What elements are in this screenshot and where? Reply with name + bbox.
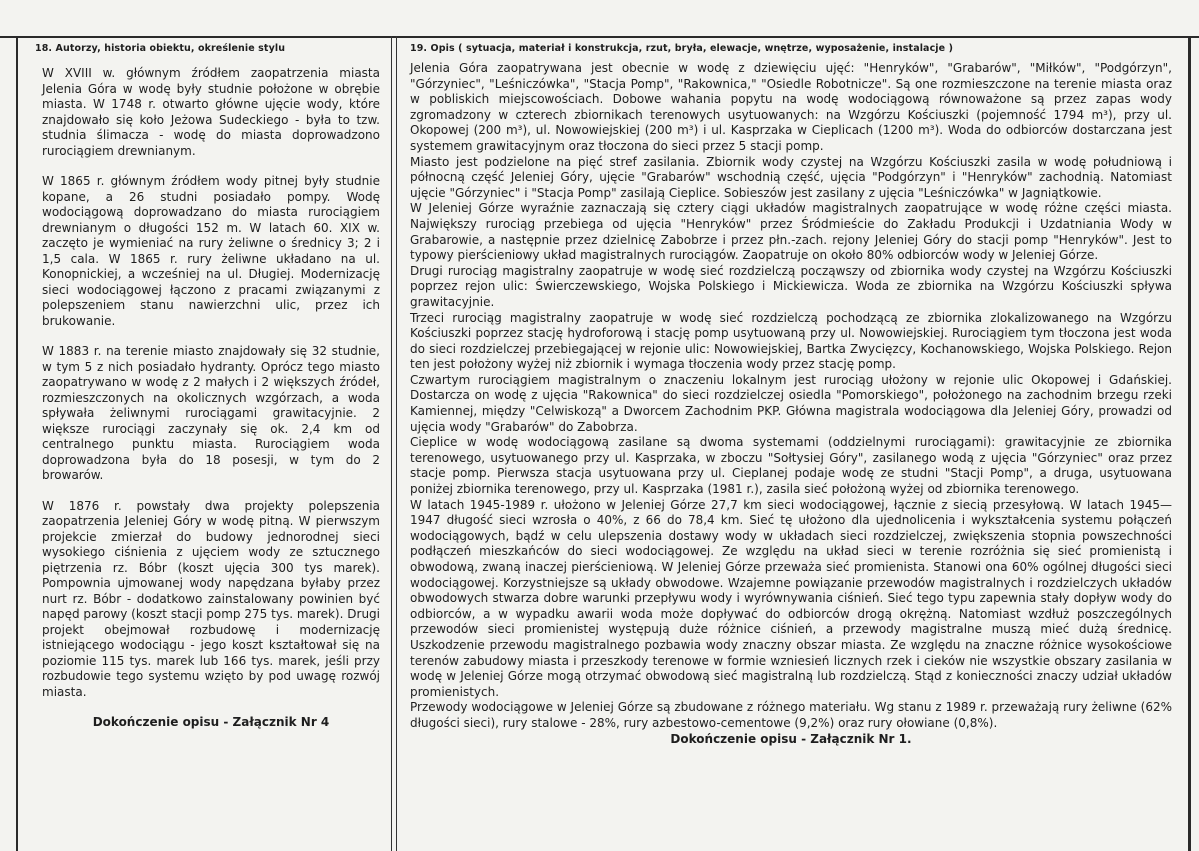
description-paragraph: Jelenia Góra zaopatrywana jest obecnie w wodę z dziewięciu ujęć: "Henryków", "Grabarów", "Miłków", "Podgórzyn", "Górzyniec", "Leśniczówka", "Stacja Pomp", "Rakownica," "Osiedle Robotnicze". Są one rozmieszczone na terenie miasta oraz w pobliskich miejscowościach. Dobowe wahania popytu na wodę wodociągową równoważone są przez zapas wody zgromadzony w czterech zbiornikach terenowych usytuowanych: na Wzgórzu Kościuszki (pojemność 1794 m³), przy ul. Okopowej (200 m³), ul. Nowowiejskiej (200 m³) i ul. Kasprzaka w Cieplicach (1200 m³). Woda do odbiorców dostarczana jest systemem grawitacyjnym oraz tłoczona do sieci przez 5 stacji pomp. bbox=[410, 61, 1172, 153]
history-paragraph: W 1876 r. powstały dwa projekty polepszenia zaopatrzenia Jeleniej Góry w wodę pitną. W pierwszym projekcie zmierzał do budowy jednorodnej sieci wysokiego ciśnienia z ujęciem wody ze sztucznego piętrzenia rz. Bóbr (koszt ujęcia 300 tys marek). Pompownia ujmowanej wody napędzana byłaby przez nurt rz. Bóbr - dodatkowo zainstalowany powinien być napęd parowy (koszt stacji pomp 275 tys. marek). Drugi projekt obejmował rozbudowę i modernizację istniejącego wodociągu - jego koszt kształtował się na poziomie 115 tys. marek lub 166 tys. marek, jeśli przy rozbudowie tego systemu wzięto by pod uwagę rozwój miasta. bbox=[42, 498, 380, 699]
column-divider bbox=[391, 36, 392, 851]
column-divider-inner bbox=[396, 36, 397, 851]
history-paragraph: W 1865 r. głównym źródłem wody pitnej były studnie kopane, a 26 studni posiadało pompy. Wodę wodociągową doprowadzano do miasta rurociągiem drewnianym o długości 152 m. W latach 60. XIX w. zaczęto je wymieniać na rury żeliwne o średnicy 3; 2 i 1,5 cala. W 1865 r. rury żeliwne układano na ul. Konopnickiej, a wcześniej na ul. Długiej. Modernizację sieci wodociągowej łączono z pracami związanymi z polepszeniem stanu nawierzchni ulic, przez ich brukowanie. bbox=[42, 174, 380, 328]
description-paragraph: Cieplice w wodę wodociągową zasilane są dwoma systemami (oddzielnymi rurociągami): grawitacyjnie ze zbiornika terenowego, usytuowanego przy ul. Kasprzaka, w zboczu "Sołtysiej Góry", zasilanego wodą z ujęcia "Górzyniec" oraz przez stacje pomp. Pierwsza stacja usytuowana przy ul. Cieplanej podaje wodę ze studni "Stacji Pomp", a druga, usytuowana poniżej zbiornika terenowego, przy ul. Kasprzaka (1981 r.), zasila sieć położoną wyżej od zbiornika terenowego. bbox=[410, 435, 1172, 497]
description-paragraph: W Jeleniej Górze wyraźnie zaznaczają się cztery ciągi układów magistralnych zaopatrujące w wodę różne części miasta. Największy rurociąg przebiega od ujęcia "Henryków" przez Śródmieście do Zakładu Produkcji i Uzdatniania Wody w Grabarowie, a następnie przez dzielnicę Zabobrze i przez płn.-zach. rejony Jeleniej Góry do stacji pomp "Henryków". Jest to typowy pierścieniowy układ magistralnych rurociągów. Zaopatruje on około 80% odbiorców wody w Jeleniej Górze. bbox=[410, 201, 1172, 263]
description-paragraph: Drugi rurociąg magistralny zaopatruje w wodę sieć rozdzielczą począwszy od zbiornika wody czystej na Wzgórzu Kościuszki poprzez rejon ulic: Świerczewskiego, Wojska Polskiego i Mickiewicza. Woda ze zbiornika na Wzgórzu Kościuszki spływa grawitacyjnie. bbox=[410, 263, 1172, 309]
description-paragraph: Czwartym rurociągiem magistralnym o znaczeniu lokalnym jest rurociąg ułożony w rejonie ulic Okopowej i Gdańskiej. Dostarcza on wodę z ujęcia "Rakownica" do sieci rozdzielczej osiedla "Pomorskiego", położonego na zachodnim brzegu rzeki Kamiennej, między "Celwiskozą" a Dworcem Zachodnim PKP. Główna magistrala wodociągowa dla Jeleniej Góry, prowadzi od ujęcia wody "Grabarów" do Zabobrza. bbox=[410, 372, 1172, 434]
history-column bbox=[42, 66, 380, 731]
frame-top-line bbox=[0, 36, 1199, 38]
section-18-heading: 18. Autorzy, historia obiektu, określenie stylu bbox=[35, 43, 286, 54]
description-paragraph: W latach 1945-1989 r. ułożono w Jeleniej Górze 27,7 km sieci wodociągowej, łącznie z siecią przesyłową. W latach 1945—1947 długość sieci wzrosła o 40%, z 66 do 78,4 km. Sieć tę ułożono dla ujednolicenia i wykształcenia systemu połączeń wodociągowych, bądź w celu ulepszenia dostawy wody w układach sieci rozdzielczej, zwiększenia stopnia powszechności podłączeń mieszkańców do sieci wodociągowej. Ze względu na układ sieci w terenie rozróżnia się sieć promienistą i obwodową, zwaną inaczej pierścieniową. W Jeleniej Górze przeważa sieć promienista. Stanowi ona 60% ogólnej długości sieci wodociągowej. Korzystniejsze są układy obwodowe. Wzajemne powiązanie przewodów magistralnych i rozdzielczych układów obwodowych stwarza dobre warunki przepływu wody i wyrównywania ciśnień. Sieć tego typu zapewnia stały dopływ wody do odbiorców, a w wypadku awarii woda może dopływać do odbiorców drogą okrężną. Natomiast wzdłuż poszczególnych przewodów sieci promienistej występują duże różnice ciśnień, a przewody magistralne muszą mieć dużą średnicę. Uszkodzenie przewodu magistralnego pozbawia wody znaczny obszar miasta. Ze względu na znaczne różnice wysokościowe terenów zabudowy miasta i przeszkody terenowe w formie wzniesień licznych rzek i cieków nie wszystkie obszary zasilania w wodę w Jeleniej Górze mogą otrzymać obwodową sieć magistralną lub rozdzielczą. Stąd z konieczności znaczy udział układów promienistych. bbox=[410, 497, 1172, 699]
description-column bbox=[410, 61, 1172, 747]
description-paragraph: Trzeci rurociąg magistralny zaopatruje w wodę sieć rozdzielczą pochodzącą ze zbiornika zlokalizowanego na Wzgórzu Kościuszki poprzez stację hydroforową i stację pomp usytuowaną przy ul. Nowowiejskiej. Rurociągiem tym tłoczona jest woda do sieci rozdzielczej przebiegającej w rejonie ulic: Nowowiejskiej, Bartka Zwycięzcy, Kochanowskiego, Wojska Polskiego. Rejon ten jest położony wyżej niż zbiornik i wymaga tłoczenia wody przez stację pomp. bbox=[410, 310, 1172, 372]
description-paragraph: Przewody wodociągowe w Jeleniej Górze są zbudowane z różnego materiału. Wg stanu z 1989 r. przeważają rury żeliwne (62% długości sieci), rury stalowe - 28%, rury azbestowo-cementowe (9,2%) oraz rury ołowiane (0,8%). bbox=[410, 700, 1172, 730]
frame-left-line bbox=[16, 36, 18, 851]
frame-right-line bbox=[1188, 36, 1191, 851]
history-continuation-note: Dokończenie opisu - Załącznik Nr 4 bbox=[92, 715, 330, 729]
section-19-heading: 19. Opis ( sytuacja, materiał i konstrukcja, rzut, bryła, elewacje, wnętrze, wyposażenie, instalacje ) bbox=[410, 43, 954, 54]
history-paragraph: W XVIII w. głównym źródłem zaopatrzenia miasta Jelenia Góra w wodę były studnie położone w obrębie miasta. W 1748 r. otwarto główne ujęcie wody, które znajdowało się koło Jeżowa Sudeckiego - była to tzw. studnia ślimacza - wodę do miasta doprowadzono rurociągiem drewnianym. bbox=[42, 66, 380, 158]
description-continuation-note: Dokończenie opisu - Załącznik Nr 1. bbox=[670, 731, 912, 746]
history-paragraph: W 1883 r. na terenie miasto znajdowały się 32 studnie, w tym 5 z nich posiadało hydranty. Oprócz tego miasto zaopatrywano w wodę z 2 małych i 2 większych źródeł, rozmieszczonych na okolicznych wzgórzach, a woda spływała żeliwnymi rurociągami grawitacyjnie. 2 większe rurociągi zaczynały się ok. 2,4 km od centralnego punktu miasta. Rurociągiem woda doprowadzona była do 18 posesji, w tym do 2 browarów. bbox=[42, 344, 380, 482]
description-paragraph: Miasto jest podzielone na pięć stref zasilania. Zbiornik wody czystej na Wzgórzu Kościuszki zasila w wodę południową i północną część Jeleniej Góry, ujęcie "Grabarów" wschodnią część, ujęcia "Podgórzyn" i "Henryków" zachodnią. Natomiast ujęcie "Górzyniec" i "Stacja Pomp" zasilają Cieplice. Sobieszów jest zasilany z ujęcia "Leśniczówka" w Jagniątkowie. bbox=[410, 154, 1172, 200]
